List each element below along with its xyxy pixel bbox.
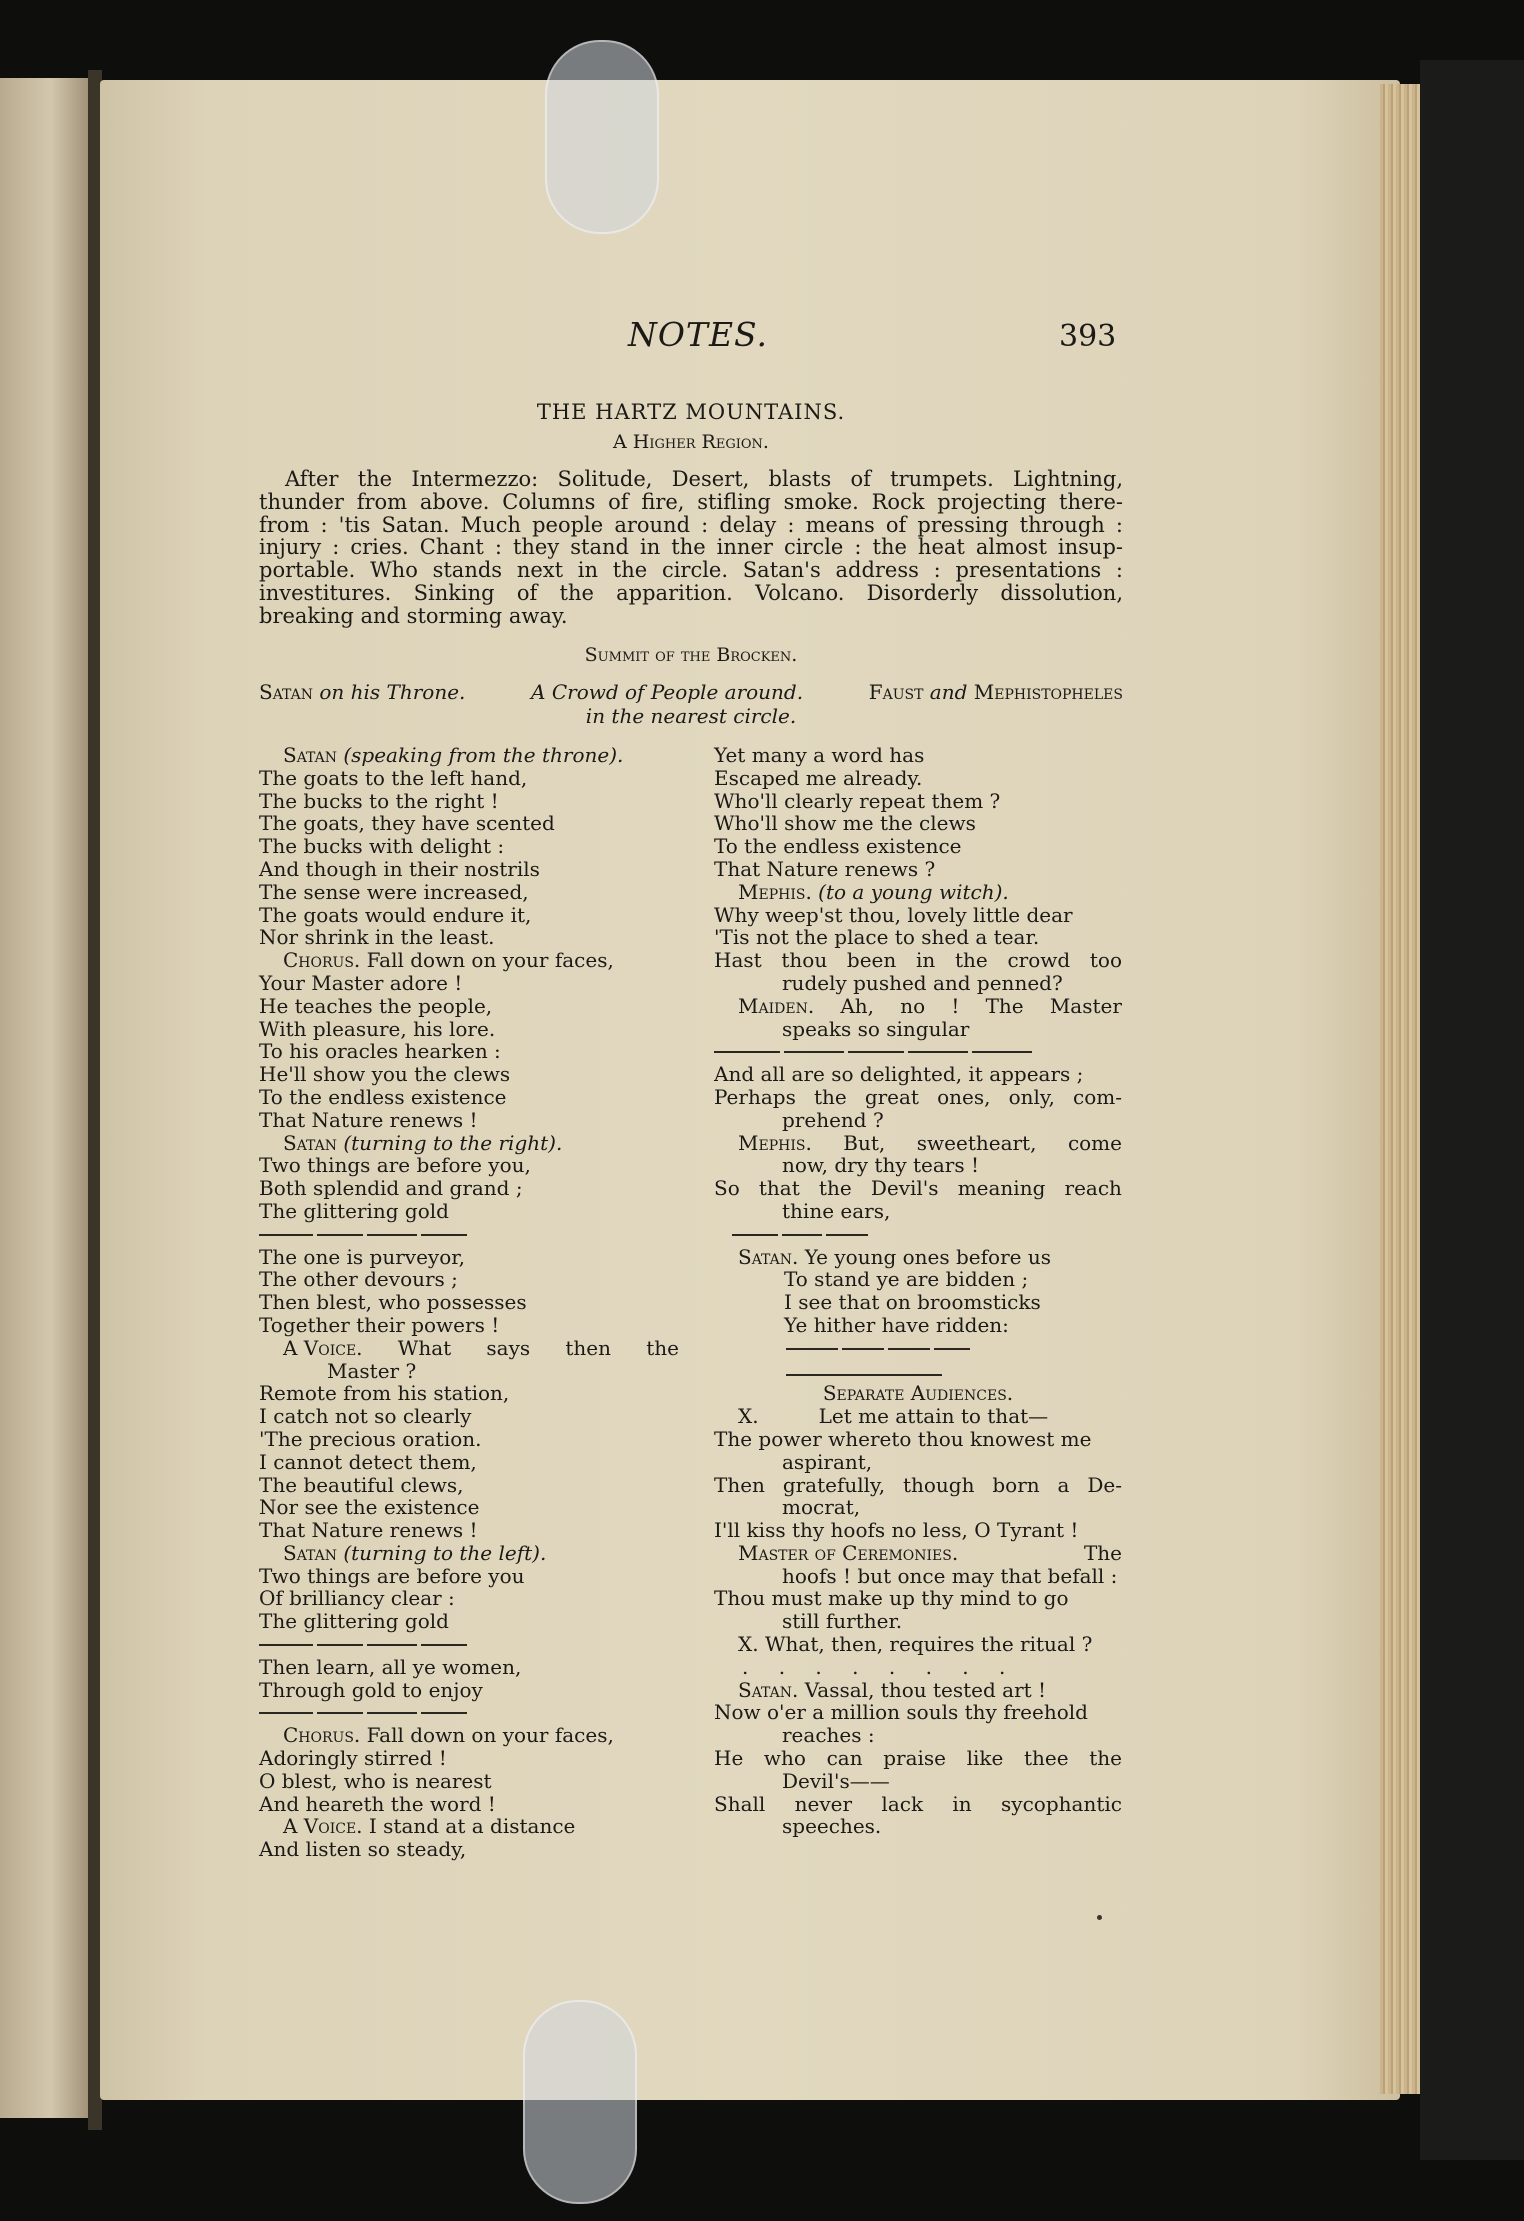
speaker-name: Satan (283, 1130, 337, 1155)
stage-satan-name: Satan (259, 680, 313, 704)
verse-line: Both splendid and grand ; (259, 1176, 523, 1201)
speaker-name: Chorus. (283, 1723, 361, 1748)
speaker-line (714, 1679, 1122, 1702)
dash-rule (714, 1337, 1122, 1360)
verse-line: The goats to the left hand, (259, 765, 528, 790)
verse-word: sycophantic (1001, 1791, 1122, 1816)
speaker-line (259, 949, 679, 972)
verse-word: Shall (714, 1791, 766, 1816)
speaker-line (259, 1542, 679, 1565)
verse-word: thee (1024, 1746, 1069, 1771)
intro-line: investitures. Sinking of the apparition. Volcano. Disorderly dissolution, (259, 580, 1123, 605)
stage-and: and (929, 680, 968, 704)
speaker-name: Satan. (738, 1677, 799, 1702)
verse-line (714, 1747, 1122, 1770)
verse-line: Two things are before you (259, 1563, 525, 1588)
intro-line: thunder from above. Columns of fire, stifling smoke. Rock projecting there- (259, 489, 1123, 514)
verse-word: sweetheart, (916, 1130, 1037, 1155)
verse-line: The power whereto thou knowest me (714, 1426, 1092, 1451)
verse-word: no (900, 993, 926, 1018)
verse-line: He teaches the people, (259, 993, 493, 1018)
verse-line: The bucks with delight : (259, 834, 505, 859)
scene-heading: Summit of the Brocken. (584, 644, 798, 666)
dash-rule (714, 1040, 1122, 1063)
verse-line (714, 1177, 1122, 1200)
verse-line: reaches : (782, 1723, 875, 1748)
verse-word: Then (714, 1472, 765, 1497)
running-head-title: NOTES. (628, 315, 768, 354)
verse-word: lack (881, 1791, 924, 1816)
speaker-name: X. (738, 1404, 759, 1429)
left-page-edge (0, 78, 92, 2118)
verse-line: speeches. (782, 1814, 882, 1839)
verse-word: that (758, 1176, 800, 1201)
speaker-name: A Voice. (283, 1335, 363, 1360)
speaker-name: Satan. (738, 1244, 799, 1269)
verse-word: the (1089, 1746, 1122, 1771)
verse-line: mocrat, (782, 1495, 861, 1520)
verse-word: He (714, 1746, 744, 1771)
verse-line: Together their powers ! (259, 1312, 500, 1337)
verse-line: And though in their nostrils (259, 856, 540, 881)
verse-line: Yet many a word has (714, 743, 925, 767)
verse-line: Of brilliancy clear : (259, 1586, 455, 1611)
verse-word: too (1089, 948, 1122, 973)
verse-line: Devil's—— (782, 1768, 890, 1793)
verse-word: Perhaps (714, 1084, 796, 1109)
stage-cue: (turning to the left). (343, 1540, 547, 1565)
verse-line: Who'll clearly repeat them ? (714, 788, 1001, 813)
verse-word: only, (1008, 1084, 1055, 1109)
speaker-name: Chorus. (283, 948, 361, 973)
stage-cue: (to a young witch). (818, 879, 1009, 904)
verse-line: I see that on broomsticks (784, 1290, 1041, 1315)
speaker-name: Satan (283, 1540, 337, 1565)
verse-line (714, 949, 1122, 972)
dash-rule (259, 1223, 679, 1246)
verse-line: now, dry thy tears ! (782, 1153, 979, 1178)
verse-line: still further. (782, 1609, 903, 1634)
verse-line: That Nature renews ! (259, 1107, 478, 1132)
verse-line (714, 1086, 1122, 1109)
speaker-line (714, 1542, 1122, 1565)
verse-word: Ah, (840, 993, 875, 1018)
stage-faust: Faust (868, 680, 924, 704)
speaker-text: Ye young ones before us (804, 1244, 1051, 1269)
book-cover-right (1420, 60, 1524, 2160)
verse-word: The (985, 993, 1024, 1018)
verse-line: Adoringly stirred ! (259, 1746, 447, 1771)
verse-word: Hast (714, 948, 762, 973)
verse-line: Your Master adore ! (259, 970, 463, 995)
verse-line: aspirant, (782, 1449, 873, 1474)
speaker-name: A Voice. (283, 1814, 363, 1839)
stage-cue: (speaking from the throne). (343, 743, 624, 767)
page-number: 393 (1059, 319, 1117, 354)
verse-line: To the endless existence (259, 1084, 507, 1109)
verse-line: The other devours ; (259, 1267, 458, 1292)
dash-rule (259, 1633, 679, 1656)
intro-line: injury : cries. Chant : they stand in the inner circle : the heat almost insup- (259, 535, 1123, 560)
speaker-line (714, 1405, 1122, 1428)
speaker-name: Maiden. (738, 993, 815, 1018)
verse-word: been (846, 948, 897, 973)
section-subheading: A Higher Region. (613, 431, 769, 453)
verse-line: With pleasure, his lore. (259, 1016, 496, 1041)
speaker-line (259, 1132, 679, 1155)
stage-faust-meph (869, 680, 1123, 704)
verse-word: never (794, 1791, 853, 1816)
speaker-line (714, 1246, 1122, 1269)
verse-line: Thou must make up thy mind to go (714, 1586, 1069, 1611)
speaker-text: What, then, requires the ritual ? (764, 1632, 1093, 1657)
verse-line: I cannot detect them, (259, 1449, 477, 1474)
verse-line: Now o'er a million souls thy freehold (714, 1700, 1088, 1725)
speaker-line (714, 995, 1122, 1018)
speaker-line (259, 1724, 679, 1747)
verse-word: in (915, 948, 936, 973)
verse-line: The glittering gold (259, 1198, 449, 1223)
verse-word: come (1067, 1130, 1122, 1155)
left-verse-column (259, 744, 679, 1861)
verse-word: Devil's (870, 1176, 939, 1201)
verse-word: thou (781, 948, 828, 973)
verse-line: 'The precious oration. (259, 1426, 482, 1451)
verse-line: speaks so singular (782, 1016, 970, 1041)
verse-word: though (902, 1472, 975, 1497)
verse-word: So (714, 1176, 740, 1201)
page-mark (1097, 1915, 1102, 1920)
verse-line: Through gold to enjoy (259, 1677, 483, 1702)
verse-line: To his oracles hearken : (259, 1039, 501, 1064)
verse-line: The goats would endure it, (259, 902, 532, 927)
stage-satan (259, 680, 465, 704)
verse-word: crowd (1007, 948, 1071, 973)
verse-line: The glittering gold (259, 1609, 449, 1634)
verse-word: born (992, 1472, 1040, 1497)
intro-paragraph (259, 468, 1123, 628)
dash-rule (714, 1223, 1122, 1246)
speaker-text: I stand at a distance (368, 1814, 576, 1839)
speaker-name: Master of Ceremonies. (738, 1540, 959, 1565)
verse-line: Escaped me already. (714, 765, 923, 790)
verse-line: Then blest, who possesses (259, 1290, 527, 1315)
verse-word: like (966, 1746, 1004, 1771)
verse-word: the (954, 948, 988, 973)
speaker-name: Mephis. (738, 1130, 812, 1155)
verse-line: The goats, they have scented (259, 811, 555, 836)
speaker-name: X. (738, 1632, 759, 1657)
speaker-line (259, 1815, 679, 1838)
verse-line: Nor shrink in the least. (259, 925, 495, 950)
verse-line: I'll kiss thy hoofs no less, O Tyrant ! (714, 1518, 1079, 1543)
verse-word: meaning (957, 1176, 1046, 1201)
verse-line: The bucks to the right ! (259, 788, 499, 813)
verse-line: And all are so delighted, it appears ; (714, 1062, 1084, 1087)
verse-line: hoofs ! but once may that befall : (782, 1563, 1118, 1588)
verse-line: The one is purveyor, (259, 1244, 465, 1269)
verse-word: in (952, 1791, 972, 1816)
verse-line: Remote from his station, (259, 1381, 510, 1406)
verse-line: Nor see the existence (259, 1495, 480, 1520)
verse-line: I catch not so clearly (259, 1404, 472, 1429)
intro-line: After the Intermezzo: Solitude, Desert, blasts of trumpets. Lightning, (285, 467, 1123, 491)
speaker-text: Fall down on your faces, (366, 1723, 614, 1748)
verse-word: the (818, 1176, 852, 1201)
intro-line: portable. Who stands next in the circle. Satan's address : presentations : (259, 558, 1123, 583)
speaker-line (714, 1132, 1122, 1155)
page-clip-top (545, 40, 659, 234)
verse-line: 'Tis not the place to shed a tear. (714, 925, 1040, 950)
verse-word: then (565, 1335, 611, 1360)
verse-word: The (1083, 1540, 1122, 1565)
verse-line: That Nature renews ! (259, 1518, 478, 1543)
verse-line: prehend ? (782, 1107, 884, 1132)
verse-line: Then learn, all ye women, (259, 1654, 522, 1679)
speaker-text: Let me attain to that— (818, 1404, 1049, 1429)
page-clip-bottom (523, 2000, 637, 2204)
verse-word: says (486, 1335, 531, 1360)
page-edges (1380, 84, 1420, 2094)
verse-word: ! (951, 993, 960, 1018)
verse-line: To the endless existence (714, 834, 962, 859)
speaker-name: Mephis. (738, 879, 812, 904)
verse-word: praise (883, 1746, 947, 1771)
right-verse-column (714, 744, 1122, 1838)
verse-word: com- (1073, 1084, 1122, 1109)
verse-line: rudely pushed and penned? (782, 970, 1063, 995)
verse-line: To stand ye are bidden ; (784, 1267, 1029, 1292)
verse-word: ones, (937, 1084, 991, 1109)
verse-line: And listen so steady, (259, 1837, 467, 1862)
intro-line: from : 'tis Satan. Much people around : delay : means of pressing through : (259, 512, 1123, 537)
ellipsis-line: . . . . . . . . (742, 1654, 1018, 1679)
verse-line: thine ears, (782, 1198, 891, 1223)
verse-word: great (864, 1084, 919, 1109)
verse-line: Who'll show me the clews (714, 811, 976, 836)
stage-cue: (turning to the right). (343, 1130, 563, 1155)
speaker-line (259, 744, 679, 767)
verse-word: who (763, 1746, 806, 1771)
verse-word: a (1057, 1472, 1070, 1497)
section-heading: THE HARTZ MOUNTAINS. (536, 400, 846, 424)
intro-line: breaking and storming away. (259, 603, 568, 628)
verse-line: And heareth the word ! (259, 1791, 496, 1816)
speaker-text: Fall down on your faces, (366, 948, 614, 973)
speaker-line (259, 1337, 679, 1360)
verse-word: What (397, 1335, 452, 1360)
verse-line: Two things are before you, (259, 1153, 531, 1178)
speaker-text: Vassal, thou tested art ! (804, 1677, 1047, 1702)
subsection-heading: Separate Audiences. (822, 1381, 1014, 1406)
verse-word: But, (843, 1130, 886, 1155)
speaker-line (714, 1633, 1122, 1656)
verse-line: He'll show you the clews (259, 1062, 511, 1087)
stage-crowd: A Crowd of People around. (531, 680, 804, 704)
verse-word: reach (1064, 1176, 1122, 1201)
verse-line (714, 1793, 1122, 1816)
verse-word: can (826, 1746, 863, 1771)
verse-line: The sense were increased, (259, 879, 529, 904)
verse-line: Why weep'st thou, lovely little dear (714, 902, 1073, 927)
verse-word: the (646, 1335, 679, 1360)
stage-meph: Mephistopheles (973, 680, 1123, 704)
verse-line: Ye hither have ridden: (784, 1312, 1009, 1337)
speaker-line (714, 881, 1122, 904)
verse-word: the (813, 1084, 847, 1109)
verse-word: gratefully, (782, 1472, 886, 1497)
speaker-name: Satan (283, 743, 337, 767)
verse-line: O blest, who is nearest (259, 1768, 492, 1793)
verse-word: Master (1049, 993, 1122, 1018)
stage-direction (259, 680, 1123, 704)
verse-line: Master ? (327, 1358, 417, 1383)
dash-rule (259, 1701, 679, 1724)
verse-line: The beautiful clews, (259, 1472, 464, 1497)
stage-direction-cont: in the nearest circle. (585, 704, 797, 728)
stage-throne: on his Throne. (319, 680, 466, 704)
verse-line (714, 1474, 1122, 1497)
verse-word: De- (1087, 1472, 1122, 1497)
verse-line: That Nature renews ? (714, 856, 936, 881)
separator-rule (714, 1360, 1122, 1383)
